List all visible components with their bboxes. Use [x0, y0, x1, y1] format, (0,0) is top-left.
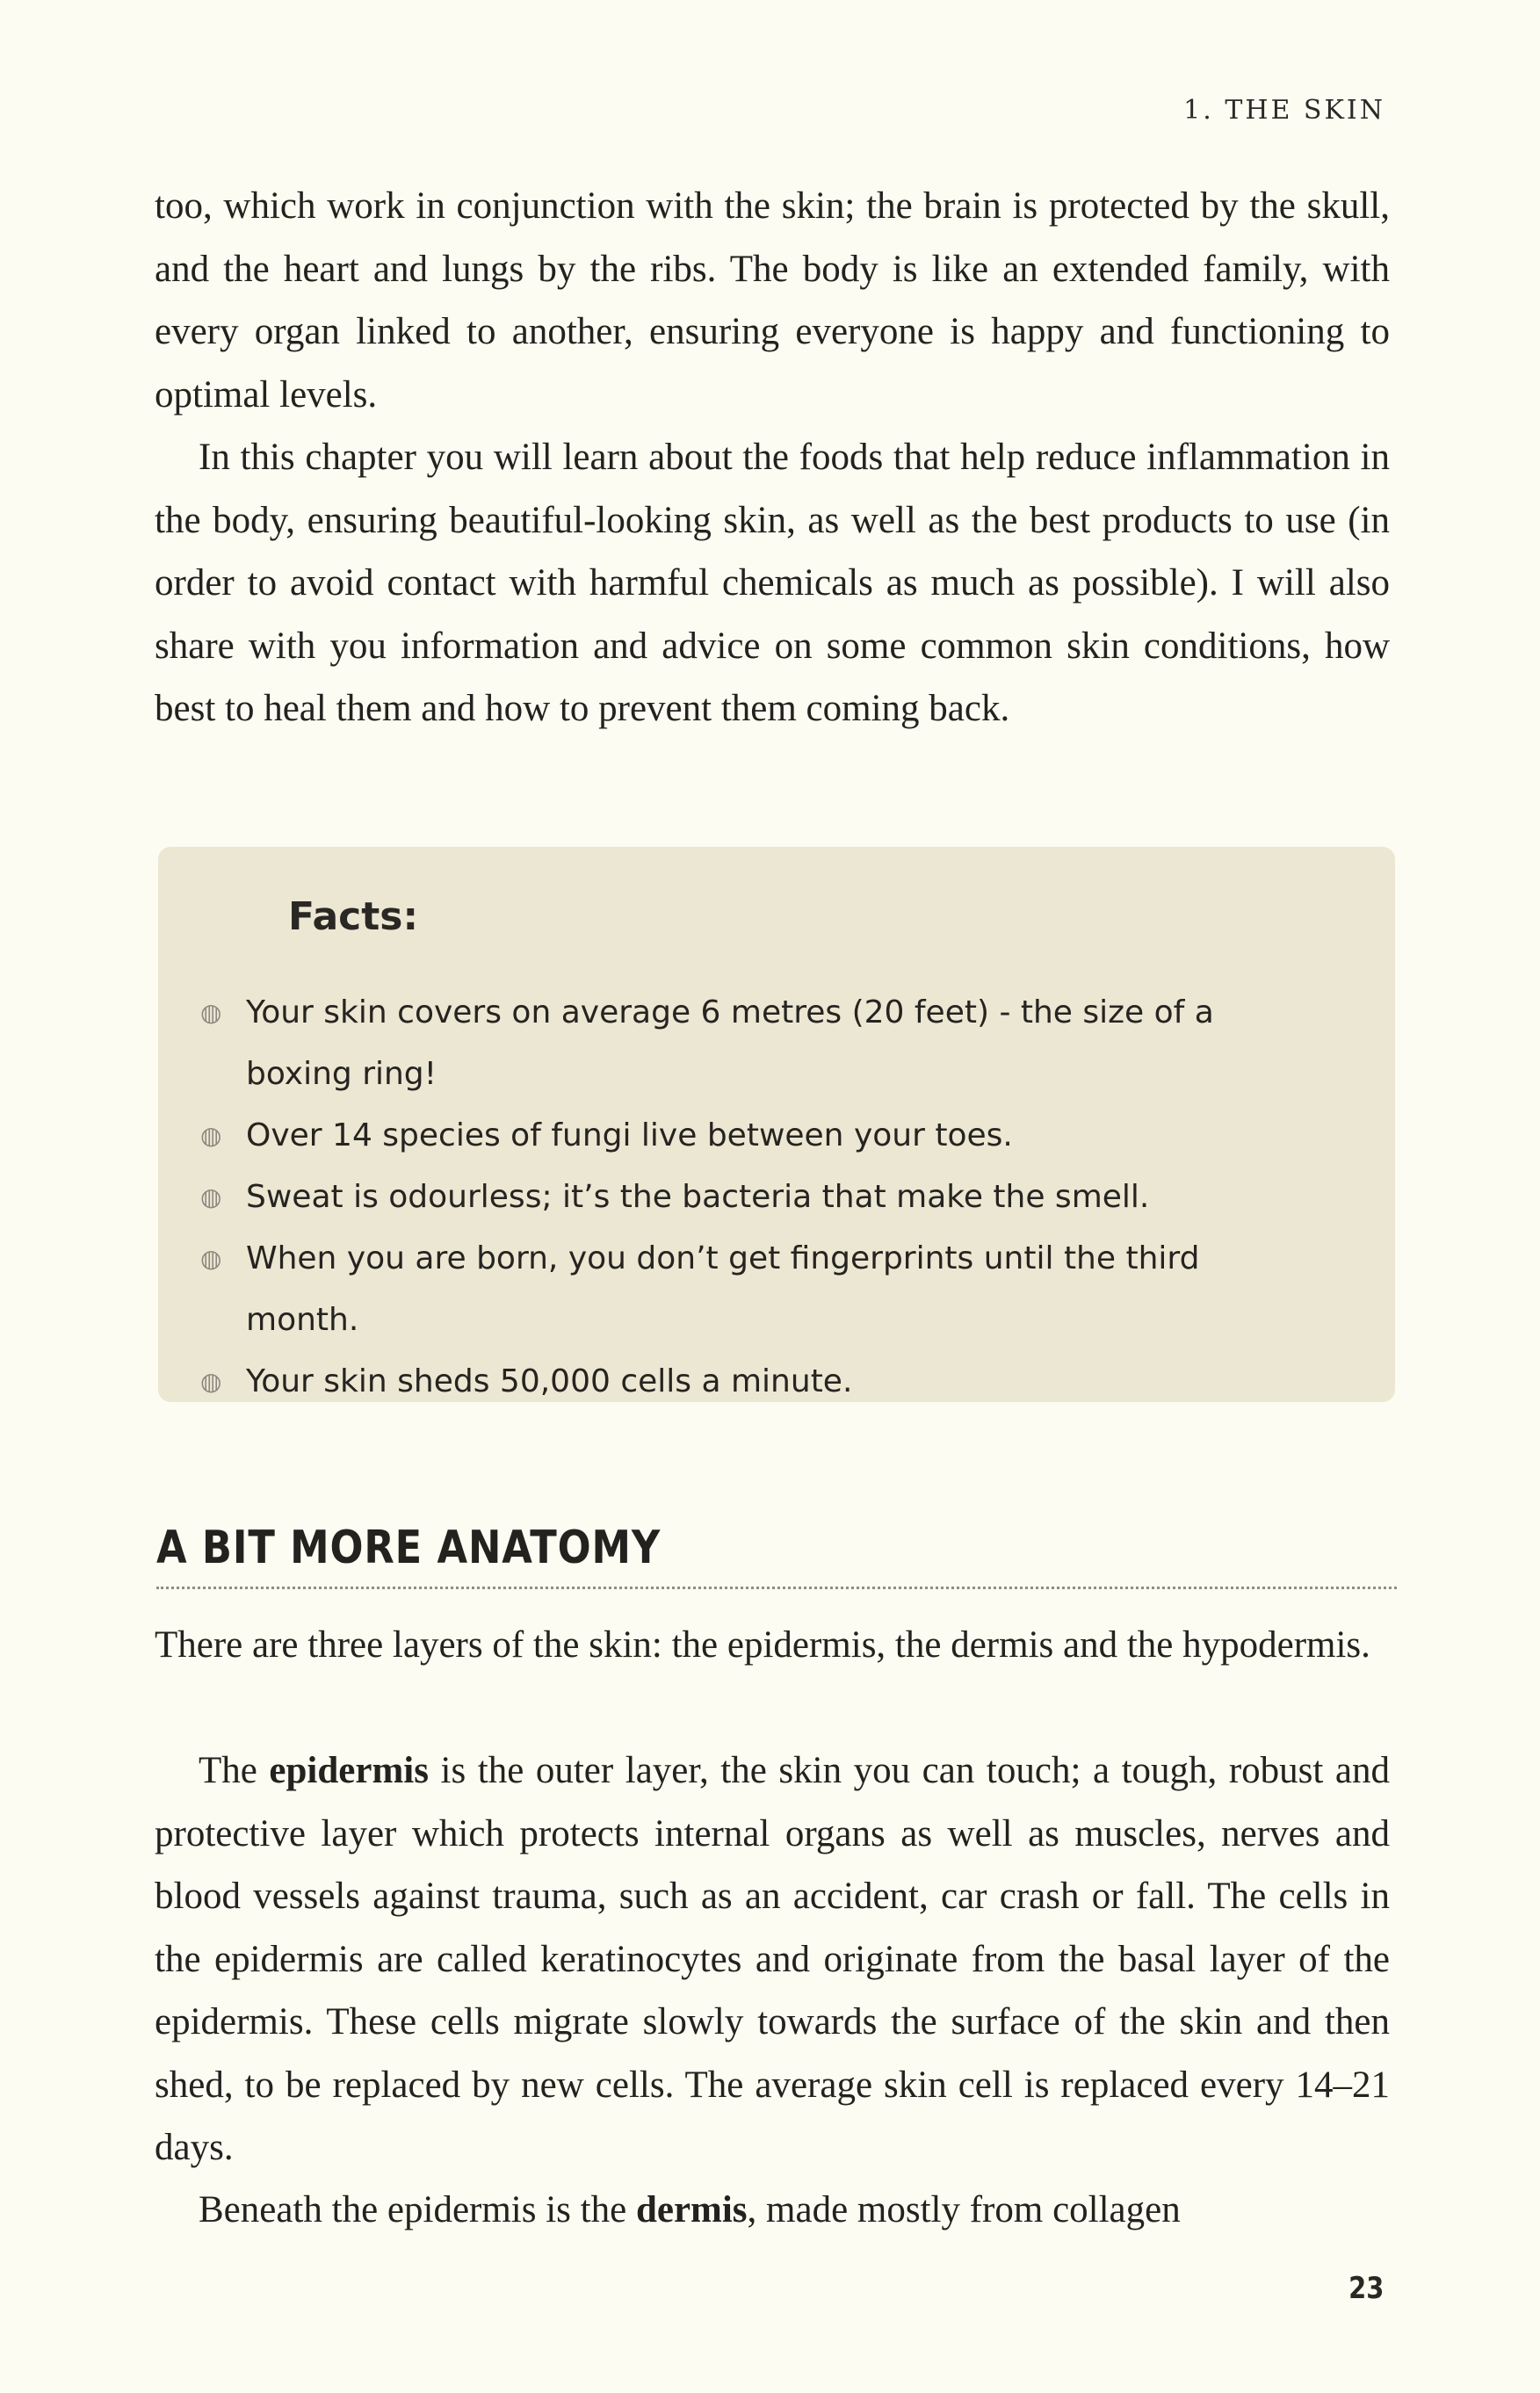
section-paragraph-1: There are three layers of the skin: the epidermis, the dermis and the hypodermis.	[155, 1624, 1370, 1666]
facts-title: Facts:	[288, 894, 419, 939]
fact-text: Your skin sheds 50,000 cells a minute.	[246, 1363, 853, 1399]
intro-paragraph-2: In this chapter you will learn about the foods that help reduce inflammation in the body, ensuring beautiful-looking skin, as well as the best products to use (in order to avoid contact with harmful chemicals as much as possible). I will also share with you information and advice on some common skin conditions, how best to heal them and how to prevent them coming back.	[155, 437, 1390, 729]
dotted-circle-bullet-icon: ◍	[200, 1367, 222, 1396]
dotted-circle-bullet-icon: ◍	[200, 1182, 222, 1211]
dotted-circle-bullet-icon: ◍	[200, 998, 222, 1027]
paragraph-text: Beneath the epidermis is the	[199, 2189, 636, 2230]
fact-text: Over 14 species of fungi live between your toes.	[246, 1117, 1013, 1153]
paragraph-text: , made mostly from collagen	[747, 2189, 1181, 2230]
fact-text: When you are born, you don’t get fingerprints until the third month.	[246, 1240, 1200, 1338]
section-paragraph-3	[155, 2179, 1390, 2242]
paragraph-text: is the outer layer, the skin you can touch; a tough, robust and protective layer which protects internal organs as well as muscles, nerves and blood vessels against trauma, such as an accident, car crash or fall. The cells in the epidermis are called keratinocytes and originate from the basal layer of the epidermis. These cells migrate slowly towards the surface of the skin and then shed, to be replaced by new cells. The average skin cell is replaced every 14–21 days.	[155, 1750, 1390, 2168]
list-item	[200, 1105, 1307, 1167]
running-head: 1. THE SKIN	[1183, 95, 1385, 126]
section-paragraph-2	[155, 1739, 1390, 2180]
fact-text: Sweat is odourless; it’s the bacteria that make the smell.	[246, 1179, 1150, 1215]
page-number: 23	[1348, 2271, 1384, 2306]
paragraph-text: The	[199, 1750, 270, 1791]
intro-paragraph-1: too, which work in conjunction with the skin; the brain is protected by the skull, and the heart and lungs by the ribs. The body is like an extended family, with every organ linked to another, ensuring everyone is happy and functioning to optimal levels.	[155, 185, 1390, 416]
term-epidermis: epidermis	[269, 1750, 429, 1791]
list-item	[200, 1351, 1307, 1413]
dotted-circle-bullet-icon: ◍	[200, 1244, 222, 1273]
section-heading: A BIT MORE ANATOMY	[156, 1522, 662, 1574]
list-item	[200, 1167, 1307, 1228]
facts-list	[200, 982, 1307, 1413]
fact-text: Your skin covers on average 6 metres (20 feet) - the size of a boxing ring!	[246, 994, 1214, 1092]
list-item	[200, 982, 1307, 1105]
heading-divider	[156, 1587, 1397, 1589]
dotted-circle-bullet-icon: ◍	[200, 1121, 222, 1150]
list-item	[200, 1228, 1307, 1351]
term-dermis: dermis	[635, 2189, 748, 2230]
